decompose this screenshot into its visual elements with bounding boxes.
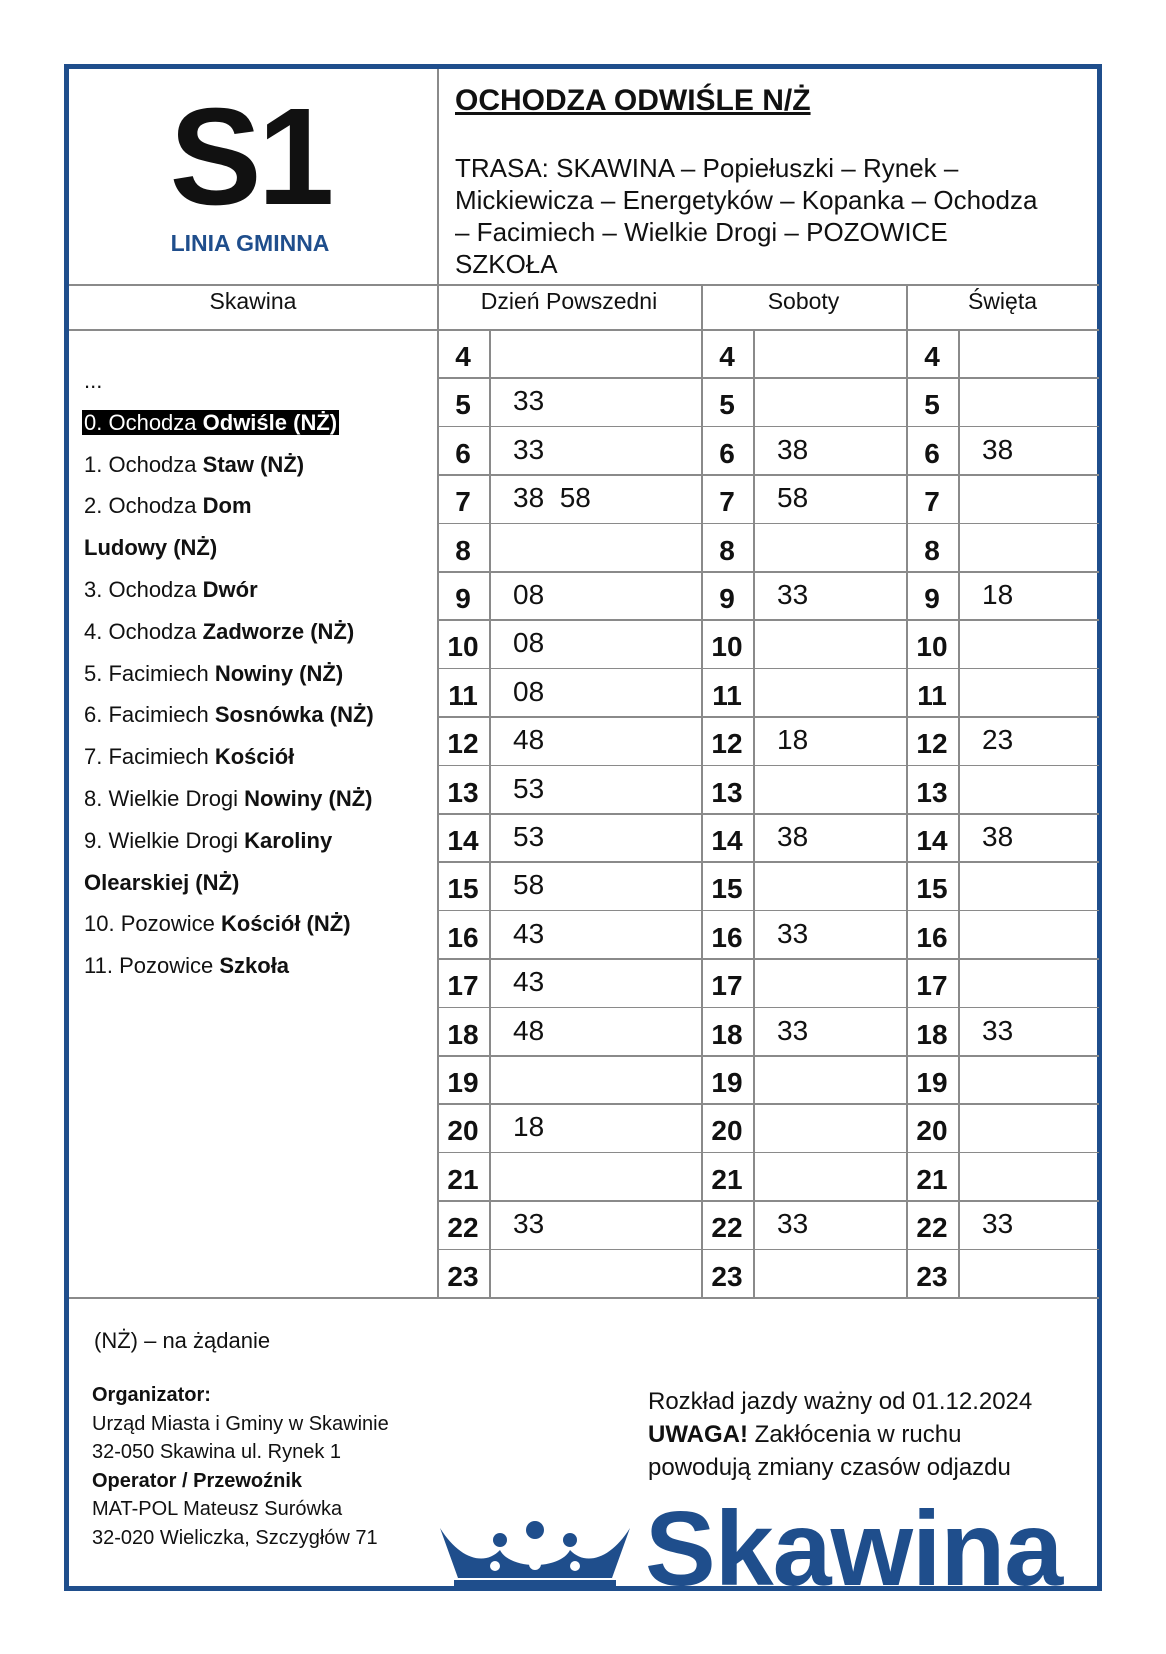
stop-name: Karoliny: [244, 827, 333, 853]
stop-place: Wielkie Drogi: [108, 785, 245, 811]
grid-horizontal-rule: [437, 765, 1099, 767]
weekday-minutes-cell: 43: [513, 966, 545, 998]
hour-cell: 15: [916, 873, 948, 905]
stop-item: [84, 903, 374, 945]
stop-item: [84, 527, 374, 569]
saturday-minutes-cell: 33: [777, 917, 809, 949]
grid-horizontal-rule: [437, 1007, 1099, 1009]
saturday-minutes-cell: 18: [777, 724, 809, 756]
weekday-minutes-cell: 58: [513, 869, 545, 901]
hour-cell: 16: [916, 921, 948, 953]
hour-cell: 18: [916, 1018, 948, 1050]
weekday-column-header: Dzień Powszedni: [480, 288, 658, 314]
weekday-minutes-cell: 33: [513, 433, 545, 465]
brand-name: Skawina: [645, 1490, 1063, 1608]
hour-cell: 5: [924, 389, 940, 421]
stop-name: Nowiny (NŻ): [244, 785, 373, 811]
saturday-column-header: Soboty: [767, 288, 840, 314]
hour-cell: 8: [455, 534, 471, 566]
crown-icon: [440, 1520, 630, 1590]
grid-horizontal-rule: [69, 284, 1099, 286]
saturday-minutes-cell: 33: [777, 1014, 809, 1046]
stop-number: 6.: [84, 702, 109, 728]
warning-label: UWAGA!: [648, 1421, 748, 1448]
stop-name: Nowiny (NŻ): [214, 660, 344, 686]
hour-cell: 22: [447, 1212, 479, 1244]
hour-cell: 10: [711, 631, 743, 663]
stop-item: [84, 444, 374, 486]
stop-number: 11.: [84, 953, 120, 979]
stop-item: [84, 402, 374, 444]
stop-number: 5.: [84, 660, 109, 686]
stop-item: [84, 820, 374, 862]
grid-horizontal-rule: [69, 329, 1099, 331]
weekday-minutes-cell: 48: [513, 724, 545, 756]
operator-name: MAT-POL Mateusz Surówka: [92, 1498, 343, 1520]
stop-number: 4.: [84, 618, 109, 644]
hour-cell: 4: [455, 341, 471, 372]
hour-cell: 19: [916, 1067, 948, 1098]
stop-place: Wielkie Drogi: [108, 827, 245, 853]
stop-name: Dom: [202, 493, 252, 519]
stop-number: 7.: [84, 744, 109, 770]
stop-number: 9.: [84, 827, 109, 853]
weekday-minutes-cell: 33: [513, 385, 545, 417]
grid-horizontal-rule: [437, 1055, 1099, 1057]
hour-cell: 15: [711, 873, 743, 905]
weekday-minutes-cell: 53: [513, 772, 545, 804]
hour-cell: 19: [447, 1067, 479, 1098]
stop-item: [84, 569, 374, 611]
stop-place: Facimiech: [108, 702, 215, 728]
warning-text-2: powodują zmiany czasów odjazdu: [648, 1454, 1011, 1481]
stops-column-header: Skawina: [209, 288, 297, 314]
stop-number: 3.: [84, 576, 109, 602]
hour-cell: 23: [447, 1260, 479, 1292]
saturday-minutes-cell: 38: [777, 821, 809, 852]
hour-cell: 18: [447, 1018, 479, 1050]
on-request-note: (NŻ) – na żądanie: [94, 1328, 271, 1353]
stop-place: Pozowice: [120, 911, 221, 937]
organizer-name: Urząd Miasta i Gminy w Skawinie: [92, 1412, 389, 1435]
weekday-minutes-cell: 38 58: [513, 482, 591, 514]
grid-horizontal-rule: [437, 523, 1099, 525]
grid-horizontal-rule: [437, 910, 1099, 912]
weekday-minutes-cell: 08: [513, 627, 545, 659]
hour-cell: 20: [916, 1115, 948, 1147]
weekday-minutes-cell: 18: [513, 1111, 545, 1143]
organizer-label: Organizator:: [92, 1384, 211, 1406]
line-code: S1: [169, 80, 331, 234]
stop-name: Kościół (NŻ): [220, 911, 351, 937]
grid-horizontal-rule: [437, 813, 1099, 815]
operator-label: Operator / Przewoźnik: [92, 1469, 303, 1492]
hour-cell: 10: [916, 631, 948, 663]
hour-cell: 14: [711, 825, 743, 856]
grid-horizontal-rule: [437, 1103, 1099, 1105]
stop-place: Pozowice: [119, 953, 220, 979]
grid-horizontal-rule: [437, 1200, 1099, 1202]
hour-cell: 14: [447, 825, 479, 856]
weekday-minutes-cell: 08: [513, 675, 545, 707]
grid-horizontal-rule: [437, 426, 1099, 428]
hour-cell: 7: [719, 486, 735, 518]
organizer-info: [92, 1381, 389, 1552]
holiday-minutes-cell: 33: [982, 1014, 1014, 1046]
line-subtitle: LINIA GMINNA: [170, 230, 330, 256]
holiday-minutes-cell: 23: [982, 724, 1014, 756]
hour-cell: 17: [916, 970, 948, 1002]
hour-cell: 10: [447, 631, 479, 663]
weekday-minutes-cell: 08: [513, 579, 545, 610]
hour-cell: 11: [917, 679, 947, 711]
grid-horizontal-rule: [437, 668, 1099, 670]
hour-cell: 20: [711, 1115, 743, 1147]
hour-cell: 23: [916, 1260, 948, 1292]
stop-place: Ochodza: [108, 576, 203, 602]
grid-horizontal-rule: [69, 1297, 1099, 1299]
hour-cell: 16: [711, 921, 743, 953]
saturday-minutes-cell: 33: [777, 1208, 809, 1240]
saturday-minutes-cell: 58: [777, 482, 809, 514]
stop-item: [84, 945, 374, 987]
hour-cell: 23: [711, 1260, 743, 1292]
stop-item: [84, 694, 374, 736]
stop-number: 0.: [84, 409, 109, 435]
stop-number: 10.: [84, 911, 121, 937]
hour-cell: 6: [924, 437, 940, 469]
holiday-minutes-cell: 33: [982, 1208, 1014, 1240]
hour-cell: 16: [447, 921, 479, 953]
holiday-column-header: Święta: [967, 288, 1038, 314]
destination-title: OCHODZA ODWIŚLE N/Ż: [455, 84, 811, 117]
grid-horizontal-rule: [437, 377, 1099, 379]
hour-cell: 9: [924, 583, 940, 614]
weekday-minutes-cell: 33: [513, 1208, 545, 1240]
operator-address: 32-020 Wieliczka, Szczygłów 71: [92, 1526, 378, 1549]
stop-name: Staw (NŻ): [202, 451, 305, 477]
hour-cell: 20: [447, 1115, 479, 1147]
stops-ellipsis: ...: [84, 368, 103, 393]
weekday-minutes-cell: 53: [513, 821, 545, 852]
hour-cell: 17: [711, 970, 743, 1002]
stop-name: Ludowy (NŻ): [84, 535, 218, 561]
hour-cell: 6: [719, 437, 735, 469]
stop-place: Facimiech: [108, 660, 215, 686]
stop-name: Dwór: [202, 576, 258, 602]
grid-horizontal-rule: [437, 474, 1099, 476]
hour-cell: 8: [719, 534, 735, 566]
organizer-address: 32-050 Skawina ul. Rynek 1: [92, 1441, 342, 1463]
hour-cell: 18: [711, 1018, 743, 1050]
hour-cell: 14: [916, 825, 948, 856]
route-description: TRASA: SKAWINA – Popiełuszki – Rynek – Mickiewicza – Energetyków – Kopanka – Ochodza – Facimiech – Wielkie Drogi – POZOWICE SZKOŁA: [455, 153, 1038, 279]
hour-cell: 22: [916, 1212, 948, 1244]
grid-horizontal-rule: [437, 571, 1099, 573]
hour-cell: 12: [711, 728, 743, 760]
stop-name: Sosnówka (NŻ): [214, 702, 374, 728]
hour-cell: 15: [447, 873, 479, 905]
holiday-minutes-cell: 38: [982, 821, 1014, 852]
hour-cell: 17: [447, 970, 479, 1002]
hour-cell: 21: [447, 1163, 479, 1195]
stop-item: [84, 611, 374, 653]
stop-number: 2.: [84, 493, 109, 519]
stop-item: [84, 653, 374, 695]
grid-horizontal-rule: [437, 861, 1099, 863]
hour-cell: 13: [447, 776, 479, 808]
stop-name: Odwiśle (NŻ): [202, 409, 338, 435]
holiday-minutes-cell: 18: [982, 579, 1014, 610]
hour-cell: 21: [916, 1163, 948, 1195]
grid-horizontal-rule: [437, 958, 1099, 960]
holiday-minutes-cell: 38: [982, 433, 1014, 465]
stop-number: 8.: [84, 785, 109, 811]
hour-cell: 11: [712, 679, 742, 711]
hour-cell: 4: [719, 341, 735, 372]
hour-cell: 19: [711, 1067, 743, 1098]
grid-horizontal-rule: [437, 716, 1099, 718]
grid-horizontal-rule: [437, 619, 1099, 621]
stop-place: Ochodza: [108, 493, 203, 519]
hour-cell: 8: [924, 534, 940, 566]
saturday-minutes-cell: 38: [777, 433, 809, 465]
stop-list: [84, 360, 374, 987]
grid-vertical-rule: [437, 69, 439, 284]
valid-date-text: Rozkład jazdy ważny od 01.12.2024: [648, 1388, 1033, 1415]
hour-cell: 6: [455, 437, 471, 469]
stop-name: Szkoła: [219, 953, 290, 979]
saturday-minutes-cell: 33: [777, 579, 809, 610]
stop-place: Ochodza: [108, 409, 203, 435]
stop-item: [84, 736, 374, 778]
stop-place: Facimiech: [108, 744, 215, 770]
hour-cell: 22: [711, 1212, 743, 1244]
validity-notice: [648, 1385, 1032, 1484]
hour-cell: 4: [924, 341, 940, 372]
hour-cell: 12: [447, 728, 479, 760]
weekday-minutes-cell: 48: [513, 1014, 545, 1046]
hour-cell: 7: [924, 486, 940, 518]
stop-number: 1.: [84, 451, 109, 477]
stop-name: Zadworze (NŻ): [202, 618, 355, 644]
grid-horizontal-rule: [437, 1249, 1099, 1251]
stop-place: Ochodza: [108, 451, 203, 477]
stop-place: Ochodza: [108, 618, 203, 644]
hour-cell: 13: [916, 776, 948, 808]
hour-cell: 12: [916, 728, 948, 760]
hour-cell: 7: [455, 486, 471, 518]
grid-horizontal-rule: [437, 1152, 1099, 1154]
weekday-minutes-cell: 43: [513, 917, 545, 949]
hour-cell: 9: [455, 583, 471, 614]
hour-cell: 13: [711, 776, 743, 808]
hour-cell: 5: [455, 389, 471, 421]
stop-item: [84, 485, 374, 527]
hour-cell: 5: [719, 389, 735, 421]
stop-name: Olearskiej (NŻ): [84, 869, 240, 895]
hour-cell: 21: [711, 1163, 743, 1195]
stop-name: Kościół: [214, 744, 295, 770]
warning-text: Zakłócenia w ruchu: [747, 1421, 962, 1448]
stop-item: [84, 862, 374, 904]
hour-cell: 11: [448, 679, 478, 711]
hour-cell: 9: [719, 583, 735, 614]
stop-item: [84, 778, 374, 820]
